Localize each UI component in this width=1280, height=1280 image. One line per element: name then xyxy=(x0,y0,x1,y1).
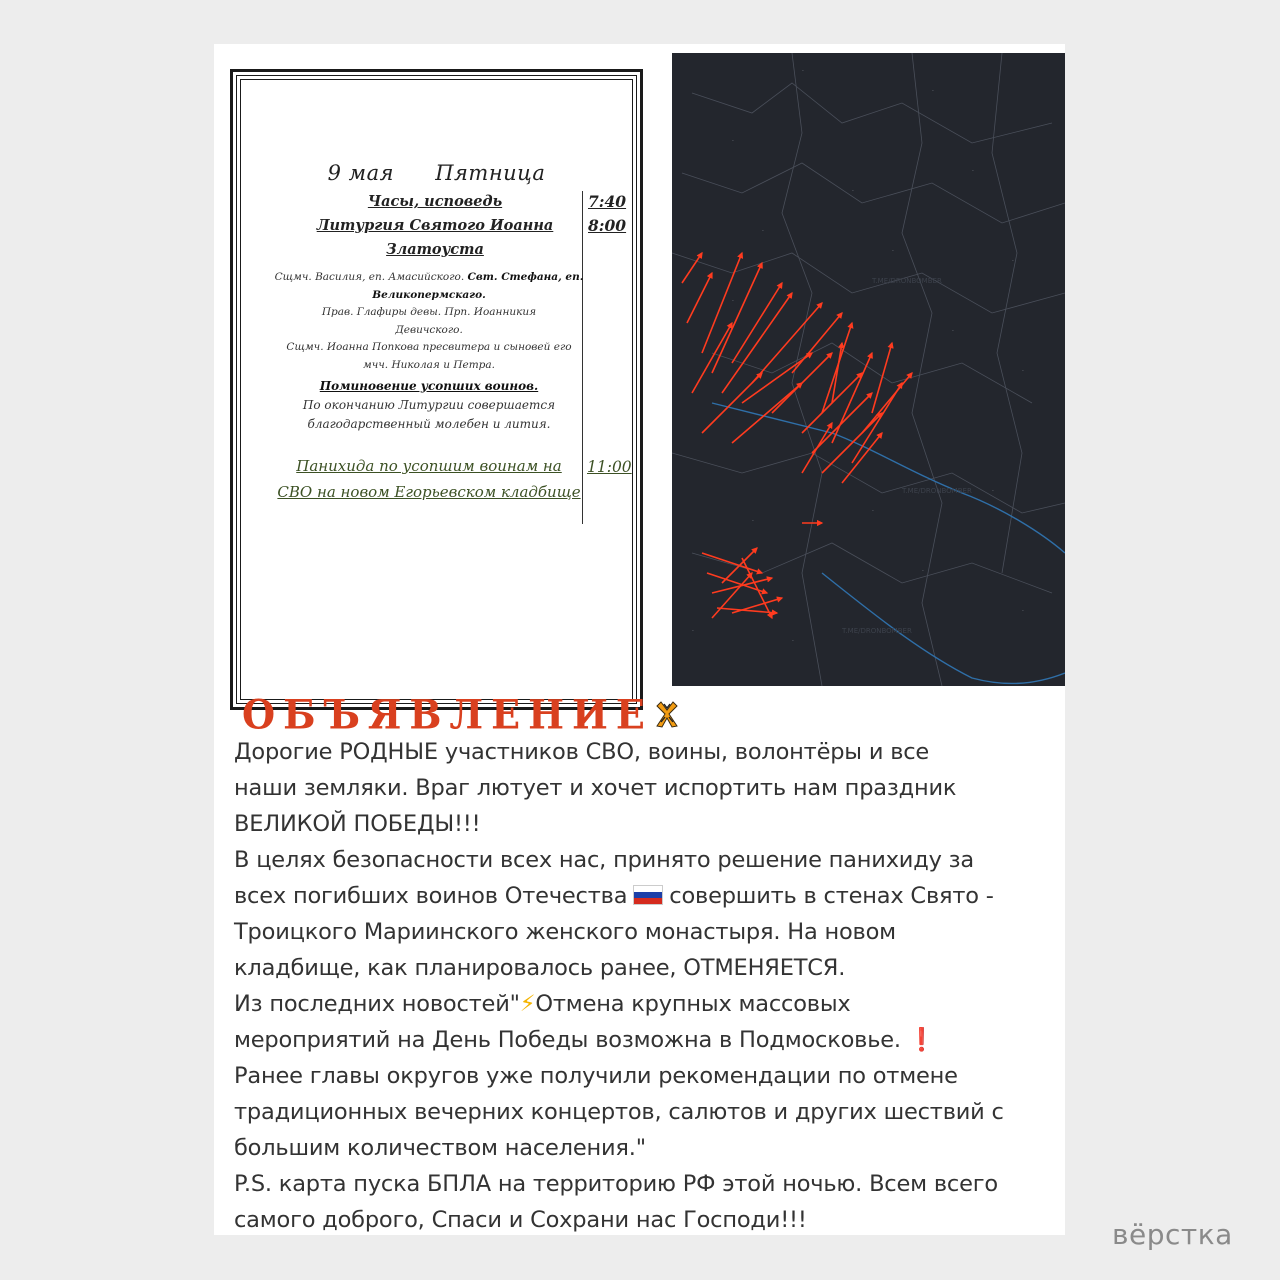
body-line: Троицкого Мариинского женского монастыря. На новом xyxy=(234,919,896,945)
schedule-item-title: Златоуста xyxy=(386,241,484,258)
body-line xyxy=(234,878,1064,914)
commemoration-text: благодарственный молебен и лития. xyxy=(307,417,551,431)
svg-text:·: · xyxy=(1022,368,1024,375)
commemoration-title: Поминовение усопших воинов. xyxy=(319,379,539,393)
body-line: Ранее главы округов уже получили рекомендации по отмене xyxy=(234,1063,958,1089)
svg-text:·: · xyxy=(762,228,764,235)
drone-arrows xyxy=(802,323,912,483)
map-watermark: T.ME/DRONBOMBER xyxy=(842,627,912,635)
schedule-weekday: Пятница xyxy=(435,161,546,185)
body-text: мероприятий на День Победы возможна в Подмосковье. xyxy=(234,1027,901,1053)
saints-line: Сщмч. Иоанна Попкова пресвитера и сыновей его xyxy=(286,341,572,353)
schedule-item-time: 8:00 xyxy=(588,216,627,235)
body-text: совершить в стенах Свято - xyxy=(669,883,994,909)
svg-text:·: · xyxy=(732,138,734,145)
panikhida-line: Панихида по усопшим воинам на xyxy=(296,457,562,475)
svg-text:·: · xyxy=(752,518,754,525)
svg-text:·: · xyxy=(872,508,874,515)
exclamation-icon: ❗ xyxy=(907,1027,936,1053)
body-text: Отмена крупных массовых xyxy=(535,991,851,1017)
st-george-ribbon-icon xyxy=(655,700,679,728)
svg-text:·: · xyxy=(732,298,734,305)
body-line: Дорогие РОДНЫЕ участников СВО, воины, волонтёры и все xyxy=(234,739,930,765)
drone-arrows xyxy=(702,523,822,618)
svg-text:·: · xyxy=(692,628,694,635)
map-canvas xyxy=(672,53,1065,686)
russia-flag-icon xyxy=(633,885,663,905)
svg-text:·: · xyxy=(1022,608,1024,615)
schedule-item-time: 7:40 xyxy=(588,192,627,211)
commemoration-text: По окончанию Литургии совершается xyxy=(302,398,556,412)
svg-text:·: · xyxy=(972,168,974,175)
panikhida-time: 11:00 xyxy=(587,458,632,476)
map-watermark: T.ME/DRONBOMBER xyxy=(872,277,942,285)
rivers xyxy=(712,403,1065,683)
svg-text:·: · xyxy=(792,638,794,645)
svg-text:·: · xyxy=(932,88,934,95)
map-watermark: T.ME/DRONBOMBER xyxy=(902,487,972,495)
body-line: большим количеством населения." xyxy=(234,1135,646,1161)
announcement-heading: ОБЪЯВЛЕНИЕ xyxy=(242,690,653,738)
lightning-icon: ⚡ xyxy=(519,991,536,1017)
svg-text:·: · xyxy=(852,188,854,195)
body-text: всех погибших воинов Отечества xyxy=(234,883,628,909)
saints-line: мчч. Николая и Петра. xyxy=(363,358,495,371)
saints-line: Девичского. xyxy=(395,323,463,336)
body-line: P.S. карта пуска БПЛА на территорию РФ этой ночью. Всем всего xyxy=(234,1171,998,1197)
svg-text:·: · xyxy=(952,328,954,335)
announcement-body xyxy=(234,734,1064,1238)
schedule-date: 9 мая xyxy=(327,161,394,185)
verstka-watermark: вёрстка xyxy=(1112,1218,1233,1251)
svg-text:·: · xyxy=(892,248,894,255)
body-line: самого доброго, Спаси и Сохрани нас Господи!!! xyxy=(234,1207,807,1233)
drone-arrows xyxy=(682,253,842,443)
body-line: традиционных вечерних концертов, салютов и других шествий с xyxy=(234,1099,1004,1125)
region-borders xyxy=(672,53,1065,686)
schedule-item-title: Литургия Святого Иоанна xyxy=(316,217,554,234)
drone-map-image[interactable] xyxy=(672,53,1065,686)
schedule-commemoration xyxy=(270,377,588,434)
svg-text:·: · xyxy=(802,68,804,75)
saints-line: Свт. Стефана, еп. Великопермскаго. xyxy=(372,271,584,301)
body-line: ВЕЛИКОЙ ПОБЕДЫ!!! xyxy=(234,811,481,837)
panikhida-title xyxy=(274,453,584,505)
body-line xyxy=(234,986,1064,1022)
body-line: наши земляки. Враг лютует и хочет испортить нам праздник xyxy=(234,775,957,801)
svg-text:·: · xyxy=(992,488,994,495)
svg-text:·: · xyxy=(922,568,924,575)
svg-text:·: · xyxy=(1012,258,1014,265)
body-text: Из последних новостей" xyxy=(234,991,520,1017)
schedule-image[interactable] xyxy=(230,69,643,710)
post-card xyxy=(214,44,1065,1235)
schedule-date-heading xyxy=(230,161,643,185)
schedule-saints xyxy=(270,269,588,374)
body-line: кладбище, как планировалось ранее, ОТМЕНЯЕТСЯ. xyxy=(234,955,846,981)
saints-line: Сщмч. Василия, еп. Амасийского. xyxy=(274,271,465,283)
saints-line: Прав. Глафиры девы. Прп. Иоанникия xyxy=(321,306,537,318)
panikhida-line: СВО на новом Егорьевском кладбище xyxy=(277,483,581,501)
body-line: В целях безопасности всех нас, принято решение панихиду за xyxy=(234,847,975,873)
body-line xyxy=(234,1022,1064,1058)
schedule-item-title: Часы, исповедь xyxy=(367,193,503,210)
